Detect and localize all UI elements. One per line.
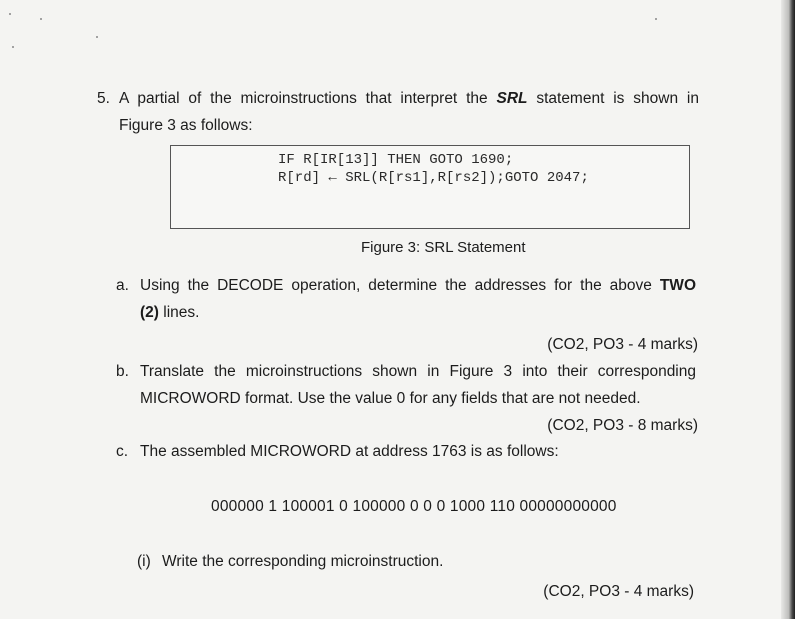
- part-a-line2: [140, 304, 199, 322]
- part-b-label: b.: [116, 363, 129, 380]
- scan-speck: [96, 36, 98, 38]
- microword-binary: 000000 1 100001 0 100000 0 0 0 1000 110 00000000000: [211, 498, 617, 515]
- code-line-1: IF R[IR[13]] THEN GOTO 1690;: [278, 152, 514, 168]
- scan-speck: [655, 18, 657, 20]
- part-a-label: a.: [116, 277, 129, 294]
- part-a-marks: (CO2, PO3 - 4 marks): [547, 336, 698, 353]
- part-c-label: c.: [116, 443, 129, 460]
- part-b-line2: MICROWORD format. Use the value 0 for any fields that are not needed.: [140, 390, 641, 407]
- question-number: 5.: [97, 90, 110, 107]
- scan-speck: [12, 46, 14, 48]
- part-a-text: lines.: [158, 304, 200, 321]
- scan-speck: [9, 13, 11, 15]
- page-edge-shadow: [781, 0, 795, 619]
- part-a-bold: (2): [140, 304, 159, 321]
- part-c-i-label: (i): [137, 553, 151, 570]
- part-a-bold: TWO: [659, 277, 696, 294]
- scan-speck: [40, 18, 42, 20]
- part-c-i-marks: (CO2, PO3 - 4 marks): [543, 583, 694, 600]
- question-text: statement is shown in: [527, 90, 699, 107]
- srl-keyword: SRL: [496, 90, 528, 107]
- part-a-text: Using the DECODE operation, determine the addresses for the above: [140, 277, 660, 294]
- part-a-line1: [140, 277, 696, 295]
- question-text-line1: [119, 90, 699, 108]
- part-b-marks: (CO2, PO3 - 8 marks): [547, 417, 698, 434]
- question-text: A partial of the microinstructions that interpret the: [119, 90, 497, 107]
- question-text-line2: Figure 3 as follows:: [119, 117, 253, 134]
- part-b-line1: Translate the microinstructions shown in Figure 3 into their corresponding: [140, 363, 696, 380]
- part-c-line1: The assembled MICROWORD at address 1763 is as follows:: [140, 443, 559, 460]
- code-line-2: R[rd] ← SRL(R[rs1],R[rs2]);GOTO 2047;: [278, 170, 589, 186]
- figure-caption: Figure 3: SRL Statement: [361, 239, 526, 256]
- part-c-i-text: Write the corresponding microinstruction.: [162, 553, 444, 570]
